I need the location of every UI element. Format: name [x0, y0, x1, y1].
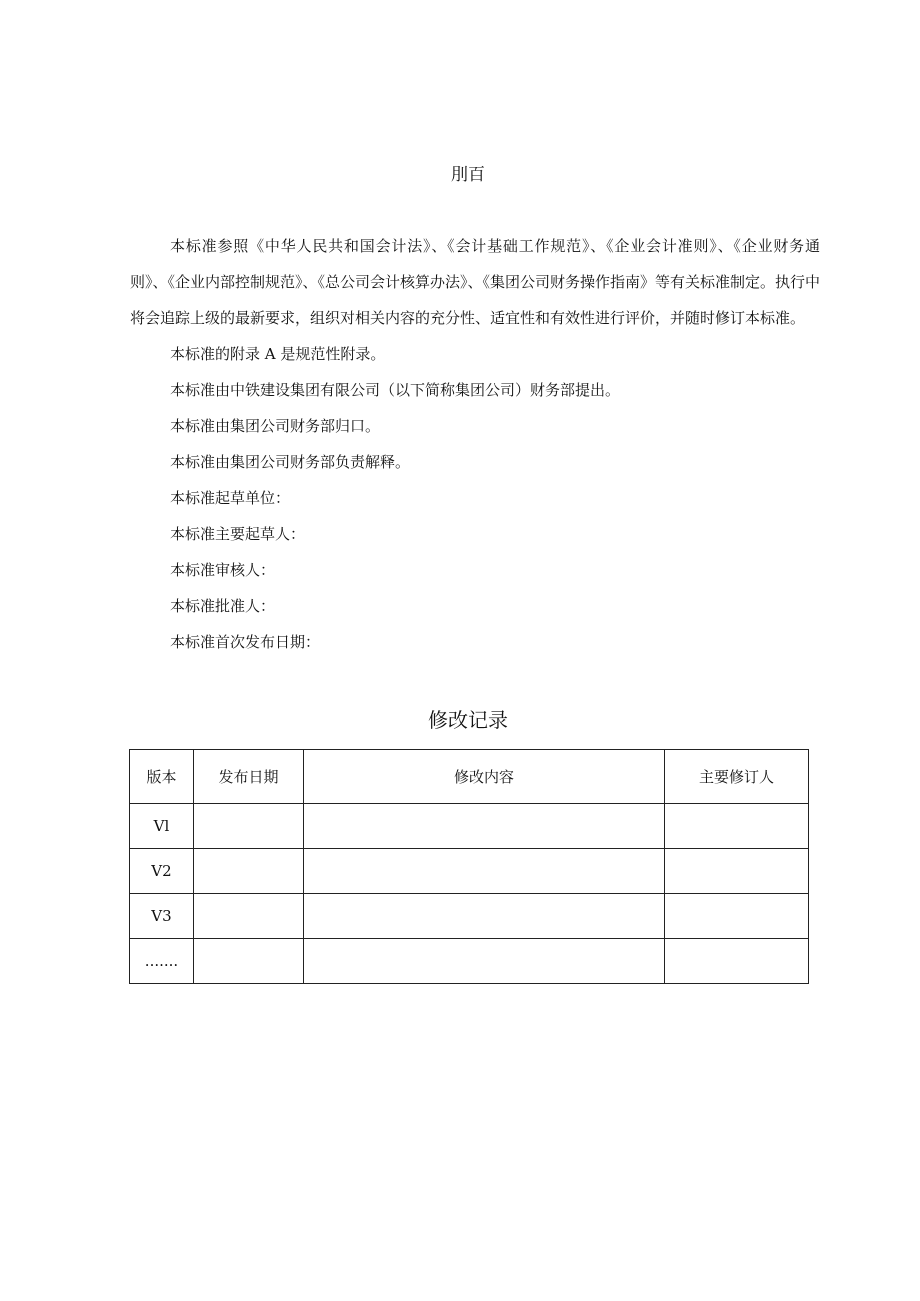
paragraph-interpretation: 本标准由集团公司财务部负责解释。 [170, 453, 411, 471]
paragraph-appendix: 本标准的附录 A 是规范性附录。 [170, 345, 386, 363]
header-change-content: 修改内容 [304, 750, 665, 804]
revision-table-title: 修改记录 [428, 708, 508, 732]
cell-version: V3 [130, 894, 194, 939]
paragraph-proposer: 本标准由中铁建设集团有限公司（以下简称集团公司）财务部提出。 [170, 381, 621, 399]
cell-release-date [194, 939, 304, 984]
table-row [130, 894, 809, 939]
paragraph-approver: 本标准批准人： [170, 597, 276, 615]
header-release-date: 发布日期 [194, 750, 304, 804]
paragraph-first-release-date: 本标准首次发布日期： [170, 633, 321, 651]
revision-table [129, 749, 809, 984]
paragraph-drafting-unit: 本标准起草单位： [170, 489, 291, 507]
table-header-row [130, 750, 809, 804]
paragraph-custodian: 本标准由集团公司财务部归口。 [170, 417, 381, 435]
paragraph-main-drafters: 本标准主要起草人： [170, 525, 306, 543]
page-title: 刖百 [451, 165, 485, 185]
cell-release-date [194, 894, 304, 939]
cell-change-content [304, 804, 665, 849]
header-version: 版本 [130, 750, 194, 804]
header-main-reviser: 主要修订人 [665, 750, 809, 804]
cell-release-date [194, 849, 304, 894]
table-row [130, 939, 809, 984]
table-row [130, 804, 809, 849]
cell-release-date [194, 804, 304, 849]
cell-change-content [304, 849, 665, 894]
paragraph-reviewer: 本标准审核人： [170, 561, 276, 579]
cell-main-reviser [665, 894, 809, 939]
cell-main-reviser [665, 804, 809, 849]
cell-version: V2 [130, 849, 194, 894]
cell-version: ....... [130, 939, 194, 984]
cell-main-reviser [665, 939, 809, 984]
cell-main-reviser [665, 849, 809, 894]
preface-body [130, 228, 820, 660]
cell-change-content [304, 939, 665, 984]
cell-version: Vl [130, 804, 194, 849]
paragraph-references: 本标准参照《中华人民共和国会计法》、《会计基础工作规范》、《企业会计准则》、《企业财务通则》、《企业内部控制规范》、《总公司会计核算办法》、《集团公司财务操作指南》等有关标准制定。执行中将会追踪上级的最新要求，组织对相关内容的充分性、适宜性和有效性进行评价，并随时修订本标准。 [130, 237, 821, 327]
cell-change-content [304, 894, 665, 939]
table-row [130, 849, 809, 894]
